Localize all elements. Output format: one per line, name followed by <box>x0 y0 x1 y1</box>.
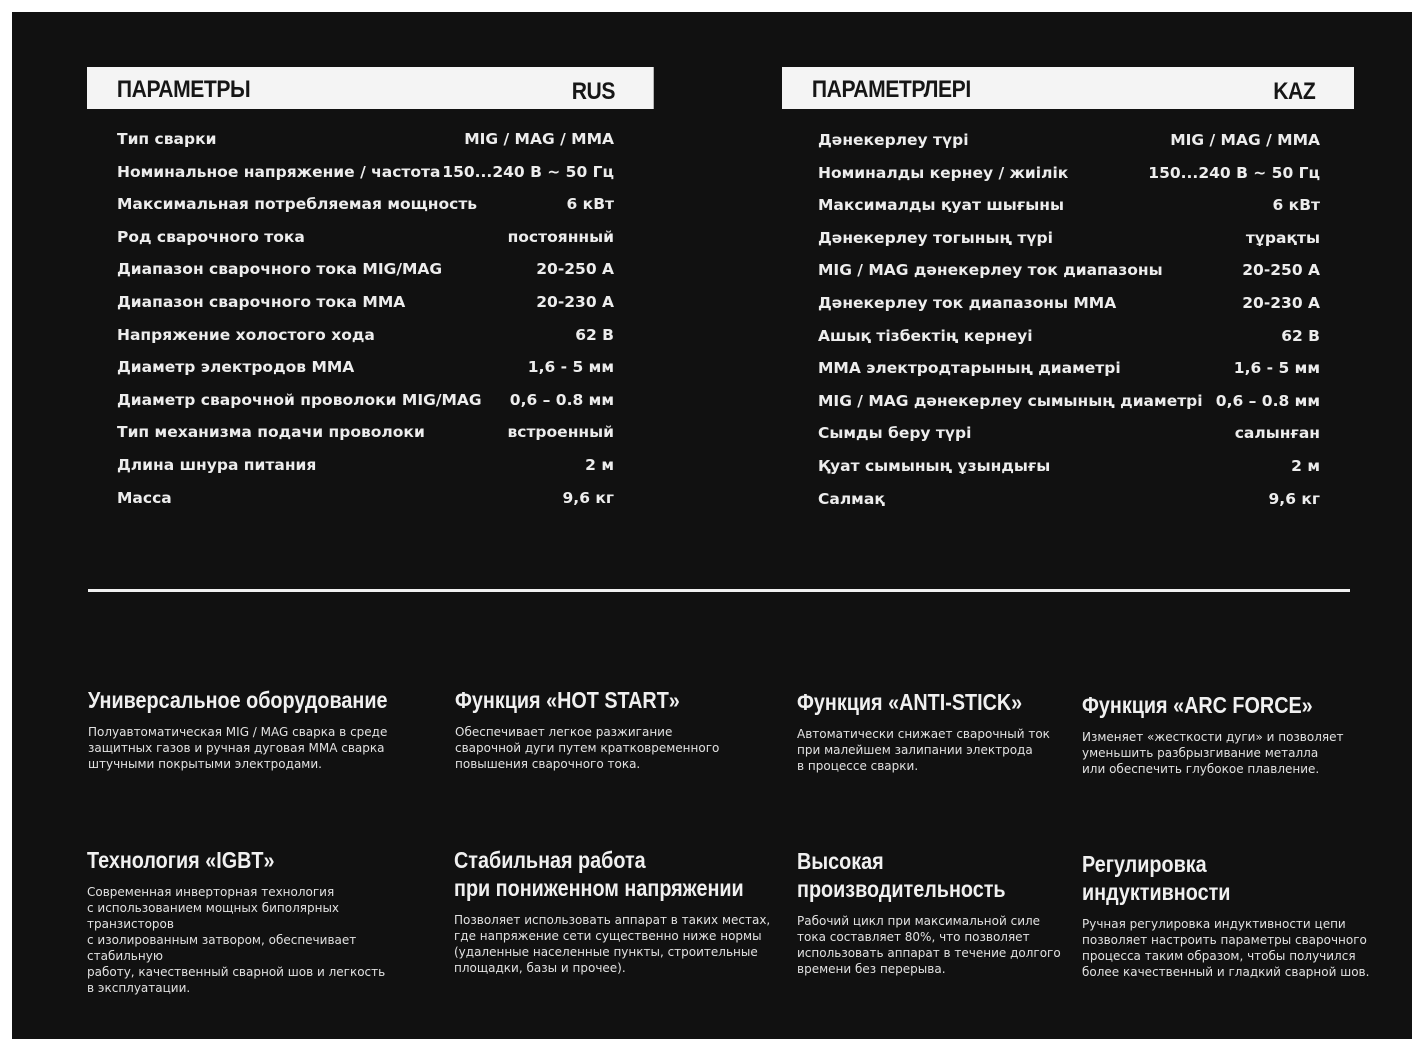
feature-text: Ручная регулировка индуктивности цепи позволяет настроить параметры сварочного процесса таким образом, чтобы получился более качественный и гладкий сварной шов. <box>1082 917 1370 979</box>
spec-label: Дәнекерлеу тогының түрі <box>818 228 1053 247</box>
spec-label: Дәнекерлеу түрі <box>818 131 969 149</box>
spec-label: MIG / MAG дәнекерлеу ток диапазоны <box>818 261 1163 280</box>
feature-inductance <box>1082 850 1412 980</box>
rus-lang-code: RUS <box>571 78 615 105</box>
spec-value: 150...240 В ~ 50 Гц <box>1148 163 1320 182</box>
spec-label: Диапазон сварочного тока MMA <box>117 293 406 311</box>
feature-text: Изменяет «жесткости дуги» и позволяет уменьшить разбрызгивание металла или обеспечить глубокое плавление. <box>1082 730 1344 776</box>
spec-value: тұрақты <box>1245 228 1320 247</box>
spec-value: встроенный <box>507 423 614 442</box>
spec-value: 2 м <box>585 456 614 474</box>
spec-label: MMA электродтарының диаметрі <box>818 359 1121 378</box>
spec-row <box>818 294 1320 316</box>
spec-value: постоянный <box>507 227 614 246</box>
spec-row <box>117 358 614 380</box>
spec-label: Салмақ <box>818 489 885 508</box>
spec-label: Номиналды кернеу / жиілік <box>818 163 1069 182</box>
spec-board <box>12 12 1412 1039</box>
kaz-header-bar <box>782 67 1354 109</box>
feature-title: Регулировка индуктивности <box>1082 851 1231 905</box>
spec-value: 6 кВт <box>566 195 614 214</box>
spec-label: Дәнекерлеу ток диапазоны MMA <box>818 294 1117 312</box>
spec-value: 20-230 А <box>1242 294 1320 312</box>
spec-label: Род сварочного тока <box>117 227 305 246</box>
spec-label: Диапазон сварочного тока MIG/MAG <box>117 260 443 279</box>
feature-anti-stick <box>797 688 1127 774</box>
spec-row <box>117 326 614 348</box>
spec-row <box>818 229 1320 251</box>
spec-value: 9,6 кг <box>562 488 614 507</box>
spec-value: 62 В <box>575 325 614 344</box>
rus-header-bar <box>87 67 654 109</box>
rus-spec-list <box>117 130 614 510</box>
spec-value: 6 кВт <box>1272 196 1320 215</box>
spec-value: 150...240 В ~ 50 Гц <box>442 162 614 181</box>
spec-row <box>818 327 1320 349</box>
kaz-header-title: ПАРАМЕТРЛЕРІ <box>811 76 971 103</box>
spec-row <box>818 131 1320 153</box>
spec-value: 0,6 – 0.8 мм <box>1215 391 1320 410</box>
spec-row <box>117 391 614 413</box>
feature-title: Функция «ANTI-STICK» <box>797 689 1023 715</box>
spec-value: 20-250 А <box>1242 261 1320 280</box>
spec-value: MIG / MAG / MMA <box>464 130 614 148</box>
feature-low-voltage <box>454 846 784 976</box>
feature-text: Рабочий цикл при максимальной силе тока составляет 80%, что позволяет использовать аппарат в течение долгого времени без перерыва. <box>797 914 1061 976</box>
spec-row <box>818 261 1320 283</box>
spec-label: Сымды беру түрі <box>818 424 972 443</box>
kaz-spec-list <box>818 131 1320 511</box>
feature-text: Позволяет использовать аппарат в таких местах, где напряжение сети существенно ниже нормы (удаленные населенные пункты, строительные площадки, базы и прочее). <box>454 913 771 975</box>
feature-universal <box>88 686 418 772</box>
spec-label: Максимальная потребляемая мощность <box>117 195 478 214</box>
feature-arc-force <box>1082 691 1412 777</box>
spec-row <box>117 260 614 282</box>
feature-title: Технология «IGBT» <box>87 847 275 873</box>
spec-value: MIG / MAG / MMA <box>1170 131 1320 149</box>
spec-row <box>818 424 1320 446</box>
spec-label: Напряжение холостого хода <box>117 325 375 344</box>
spec-row <box>117 195 614 217</box>
spec-label: Максималды қуат шығыны <box>818 196 1064 215</box>
spec-row <box>117 293 614 315</box>
spec-row <box>117 423 614 445</box>
feature-title: Высокая производительность <box>797 848 1006 902</box>
spec-row <box>117 489 614 511</box>
spec-value: 62 В <box>1281 326 1320 345</box>
feature-text: Обеспечивает легкое разжигание сварочной дуги путем кратковременного повышения сварочного тока. <box>455 725 720 771</box>
spec-row <box>818 164 1320 186</box>
feature-title: Функция «HOT START» <box>455 687 680 713</box>
feature-hot-start <box>455 686 785 772</box>
spec-label: Номинальное напряжение / частота <box>117 162 441 181</box>
feature-text: Автоматически снижает сварочный ток при малейшем залипании электрода в процессе сварки. <box>797 727 1050 773</box>
spec-row <box>818 359 1320 381</box>
spec-label: Қуат сымының ұзындығы <box>818 457 1051 475</box>
section-divider <box>88 589 1350 592</box>
spec-row <box>818 392 1320 414</box>
spec-label: Длина шнура питания <box>117 456 317 474</box>
spec-label: Ашық тізбектің кернеуі <box>818 326 1033 345</box>
spec-value: 2 м <box>1291 457 1320 475</box>
feature-title: Универсальное оборудование <box>88 687 388 713</box>
spec-label: MIG / MAG дәнекерлеу сымының диаметрі <box>818 391 1203 410</box>
spec-label: Масса <box>117 488 172 507</box>
feature-text: Полуавтоматическая MIG / MAG сварка в среде защитных газов и ручная дуговая MMA сварка штучными покрытыми электродами. <box>88 725 388 771</box>
spec-row <box>818 196 1320 218</box>
spec-row <box>117 130 614 152</box>
spec-row <box>117 163 614 185</box>
spec-value: 20-230 А <box>536 293 614 311</box>
spec-value: 1,6 - 5 мм <box>527 358 614 377</box>
spec-label: Диаметр сварочной проволоки MIG/MAG <box>117 390 482 409</box>
spec-row <box>117 456 614 478</box>
spec-value: 0,6 – 0.8 мм <box>509 390 614 409</box>
spec-value: салынған <box>1234 424 1320 443</box>
spec-row <box>818 457 1320 479</box>
feature-performance <box>797 847 1127 977</box>
feature-text: Современная инверторная технология с использованием мощных биполярных транзисторов с изолированным затвором, обеспечивает стабильную работу, качественный сварной шов и легкость в эксплуатации. <box>87 885 386 995</box>
spec-value: 1,6 - 5 мм <box>1233 359 1320 378</box>
spec-label: Тип механизма подачи проволоки <box>117 423 425 442</box>
feature-title: Стабильная работа при пониженном напряжении <box>454 847 744 901</box>
spec-row <box>117 228 614 250</box>
spec-label: Диаметр электродов MMA <box>117 358 355 377</box>
rus-header-title: ПАРАМЕТРЫ <box>116 76 251 103</box>
kaz-lang-code: KAZ <box>1273 78 1316 105</box>
spec-value: 9,6 кг <box>1268 489 1320 508</box>
feature-title: Функция «ARC FORCE» <box>1082 692 1313 718</box>
spec-value: 20-250 А <box>536 260 614 279</box>
spec-label: Тип сварки <box>117 130 217 148</box>
spec-row <box>818 490 1320 512</box>
feature-igbt <box>87 846 417 996</box>
